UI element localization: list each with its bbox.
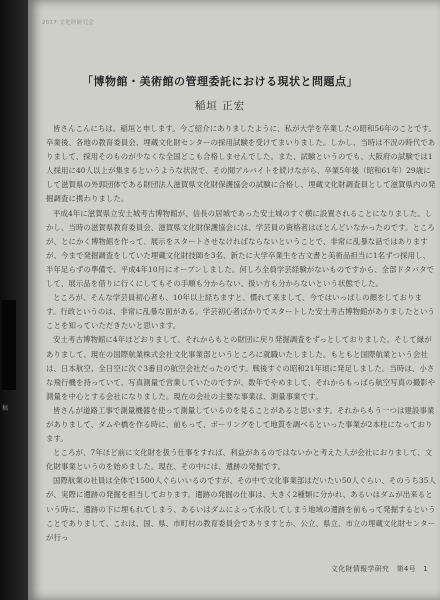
binding-edge [0,0,28,600]
author-name: 稲垣 正宏 [194,100,246,112]
paragraph-7: 国際航業の社員は全体で1500人ぐらいいるのですが、その中で文化事業部はだいたい50人ぐらい、そのうち35人が、実際に遺跡の発掘を担当しております。遺跡の発掘の仕事は、大きく2種類に分かれ、あるいはダムが出来るという時に、遺跡の下に埋もれてしまう、あるいはダムによって水没してしまう地域の遺跡を前もって発掘するということでありまして、これは、国、県、市町村の教育委員会でありますとか、公立、県立、市立の埋蔵文化財センターが行っ [46,476,436,542]
page-footer: 文化財情報学研究 第4号 1 [330,565,428,573]
facing-page-photo [2,300,16,390]
paragraph-1: 皆さんこんにちは。稲垣と申します。今ご紹介にありましたように、私が大学を卒業したの昭和56年のことです。卒業後、各地の教育委員会、埋蔵文化財センターの採用試験を受けてまいりました。しかし、当時は不況の時代でありまして、採用そのものが少なくな全国どこも合格しませんでした。また、試験というのでも、大阪府の試験では1人採用に40人以上が集まるというような状況で、その間アルバイトを続けながら、卒業5年後（昭和61年）29歳にして滋賀県の外郭団体である財団法人滋賀県文化財保護協会の試験に合格し、埋蔵文化財調査員として滋賀県内の発掘調査に携わりました。 [46,124,436,204]
facing-page-mark: 稿 [2,405,9,412]
article-title: 「博物館・美術館の管理委託における現状と問題点」 [82,75,358,88]
running-head: 2017 文化財研究会 [42,20,95,26]
paragraph-4: 安土考古博物館に4年ほどおりまして、それからもとの財団に戻り発掘調査をずっとしておりました。そして縁がありまして、現在の国際航業株式会社文化事業部というところに就職いたしました。もともと国際航業という会社は、日本航空、全日空に次ぐ3番目の航空会社だったのです。戦後すぐの昭和21年頃に発足しました。当時は、小さな飛行機を持っていて、写真測量で営業していたのですが、数年でやめまして、それからもっぱら航空写真の撮影や測量を中心とする会社になりました。現在の会社の主要な事業は、測量事業です。 [46,335,436,401]
article-body [46,122,436,545]
paragraph-6: ところが、7年ほど前に文化財を扱う仕事をすれば、利益があるのではないかと考えた人が会社におりまして、文化財事業というのを始めました。現在、その中には、遺跡の発掘です。 [46,448,433,472]
paragraph-2: 平成4年に滋賀県立安土城考古博物館が、信長の居城であった安土城のすぐ横に設置されることになりました。しかし、当時の滋賀県教育委員会、滋賀県文化財保護協会には、学芸員の資格者はほとんどいなかったのです。ところが、とにかく博物館を作って、展示をスタートさせなければならないということで、非常に乱暴な話ではありますが、今まで発掘調査をしていた埋蔵文化財技師を3名、新たに大学卒業生を古文書と美術品担当に1名ずつ採用し、半年足らずの準備で、平成4年10月にオープンしました。何しろ全員学芸経験がないものですから、全部ドタバタでして、展示品を借りに行くにしてもその手順も分からない、扱い方も分からないという状態でした。 [46,208,435,289]
paragraph-5: 皆さんが道路工事で測量機器を使って測量しているのを見ることがあると思います。それからもう一つは建設事業がありまして、ダムや橋を作る時に、前もって、ボーリングをして地質を調べるといった事業が2本柱になっております。 [46,405,435,444]
paragraph-3: ところが、そんな学芸員初心者も、10年以上経ちますと、慣れて来まして、今ではいっぱしの顔をしております。行政というのは、非常に乱暴な面がある。学芸初心者ばかりでスタートした安土考古博物館がありましたということを知っていただきたいと思います。 [46,293,435,331]
